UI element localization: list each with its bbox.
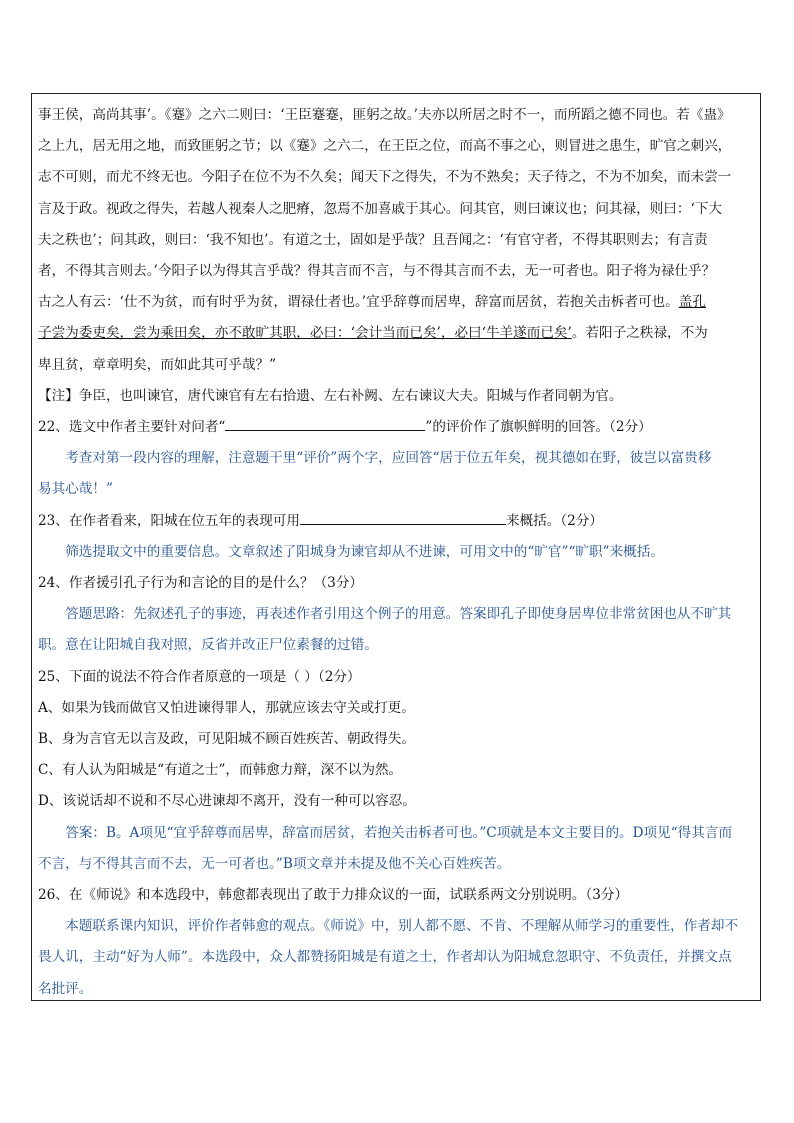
option-c: C、有人认为阳城是“有道之士”，而韩愈力辩，深不以为然。 — [38, 762, 403, 779]
option-b: B、身为言官无以言及政，可见阳城不顾百姓疾苦、朝政得失。 — [38, 731, 416, 748]
passage-line: 志不可则，而尤不终无也。今阳子在位不为不久矣；闻天下之得失，不为不熟矣；天子待之，不为不加矣，而未尝一 — [38, 169, 732, 186]
question-24: 24、作者援引孔子行为和言论的目的是什么？（3分） — [38, 575, 364, 592]
underlined-text: 盖孔 — [678, 294, 706, 311]
answer-25: 答案：B。A项见“宜乎辞尊而居卑，辞富而居贫，若抱关击柝者可也。”C项就是本文主要目的。D项见“得其言而 — [65, 824, 733, 841]
answer-blank — [225, 429, 425, 431]
passage-text: 。若阳子之秩禄，不为 — [571, 325, 708, 342]
question-25: 25、下面的说法不符合作者原意的一项是（ ）（2分） — [38, 668, 361, 685]
question-text: 23、在作者看来，阳城在位五年的表现可用 — [38, 512, 300, 529]
passage-line: 卑且贫，章章明矣，而如此其可乎哉？” — [38, 356, 277, 373]
answer-22: 考查对第一段内容的理解，注意题干里“评价”两个字，应回答“居于位五年矣，视其德如在野，彼岂以富贵移 — [65, 450, 712, 467]
question-23 — [38, 506, 756, 537]
option-d: D、该说话却不说和不尽心进谏却不离开，没有一种可以容忍。 — [38, 793, 416, 810]
document-body — [38, 100, 756, 1005]
answer-26: 本题联系课内知识，评价作者韩愈的观点。《师说》中，别人都不愿、不肯、不理解从师学习的重要性，作者却不 — [65, 918, 739, 935]
answer-24: 答题思路：先叙述孔子的事迹，再表述作者引用这个例子的用意。答案即孔子即使身居卑位非常贫困也从不旷其 — [65, 606, 732, 623]
passage-line: 之上九，居无用之地，而致匪躬之节；以《蹇》之六二，在王臣之位，而高不事之心，则冒进之患生，旷官之刺兴， — [38, 138, 732, 155]
passage-line: 言及于政。视政之得失，若越人视秦人之肥瘠，忽焉不加喜戚于其心。问其官，则曰谏议也；问其禄，则曰：‘下大 — [38, 200, 723, 217]
question-22 — [38, 412, 756, 443]
question-text: ”的评价作了旗帜鲜明的回答。（2分） — [425, 419, 652, 436]
option-a: A、如果为钱而做官又怕进谏得罪人，那就应该去守关或打更。 — [38, 699, 415, 716]
answer-25-cont: 不言，与不得其言而不去，无一可者也。”B项文章并未提及他不关心百姓疾苦。 — [38, 855, 511, 872]
answer-22-cont: 易其心哉！” — [38, 481, 113, 498]
note: 【注】争臣，也叫谏官，唐代谏官有左右拾遗、左右补阙、左右谏议大夫。阳城与作者同朝为官。 — [38, 387, 623, 404]
passage-line: 者，不得其言则去。’今阳子以为得其言乎哉？得其言而不言，与不得其言而不去，无一可者也。阳子将为禄仕乎？ — [38, 263, 716, 280]
question-26: 26、在《师说》和本选段中，韩愈都表现出了敢于力排众议的一面，试联系两文分别说明。（3分） — [38, 887, 629, 904]
answer-blank — [300, 523, 506, 525]
passage-line — [38, 287, 756, 318]
question-text: 来概括。（2分） — [505, 512, 603, 529]
answer-26-cont: 名批评。 — [38, 980, 93, 997]
passage-line: 事王侯，高尚其事’。《蹇》之六二则曰：‘王臣蹇蹇，匪躬之故。’夫亦以所居之时不一，而所蹈之德不同也。若《蛊》 — [38, 107, 731, 123]
passage-line: 夫之秩也’；问其政，则曰：‘我不知也’。有道之士，固如是乎哉？且吾闻之：‘有官守者，不得其职则去；有言责 — [38, 231, 708, 248]
answer-23: 筛选提取文中的重要信息。文章叙述了阳城身为谏官却从不进谏，可用文中的“旷官”“旷职”来概括。 — [65, 543, 664, 560]
question-text: 22、选文中作者主要针对问者“ — [38, 419, 226, 436]
passage-line — [38, 318, 756, 349]
underlined-text: 子尝为委吏矣，尝为乘田矣，亦不敢旷其职，必曰：‘会计当而已矣’，必曰‘牛羊遂而已矣’ — [38, 325, 572, 342]
answer-26-cont: 畏人讥，主动“好为人师”。本选段中，众人都赞扬阳城是有道之士，作者却认为阳城怠忽职守、不负责任，并撰文点 — [38, 949, 732, 966]
passage-text: 古之人有云：‘仕不为贫，而有时乎为贫，谓禄仕者也。’宜乎辞尊而居卑，辞富而居贫，若抱关击柝者可也。 — [38, 294, 679, 311]
answer-24-cont: 职。意在让阳城自我对照，反省并改正尸位素餐的过错。 — [38, 637, 378, 654]
